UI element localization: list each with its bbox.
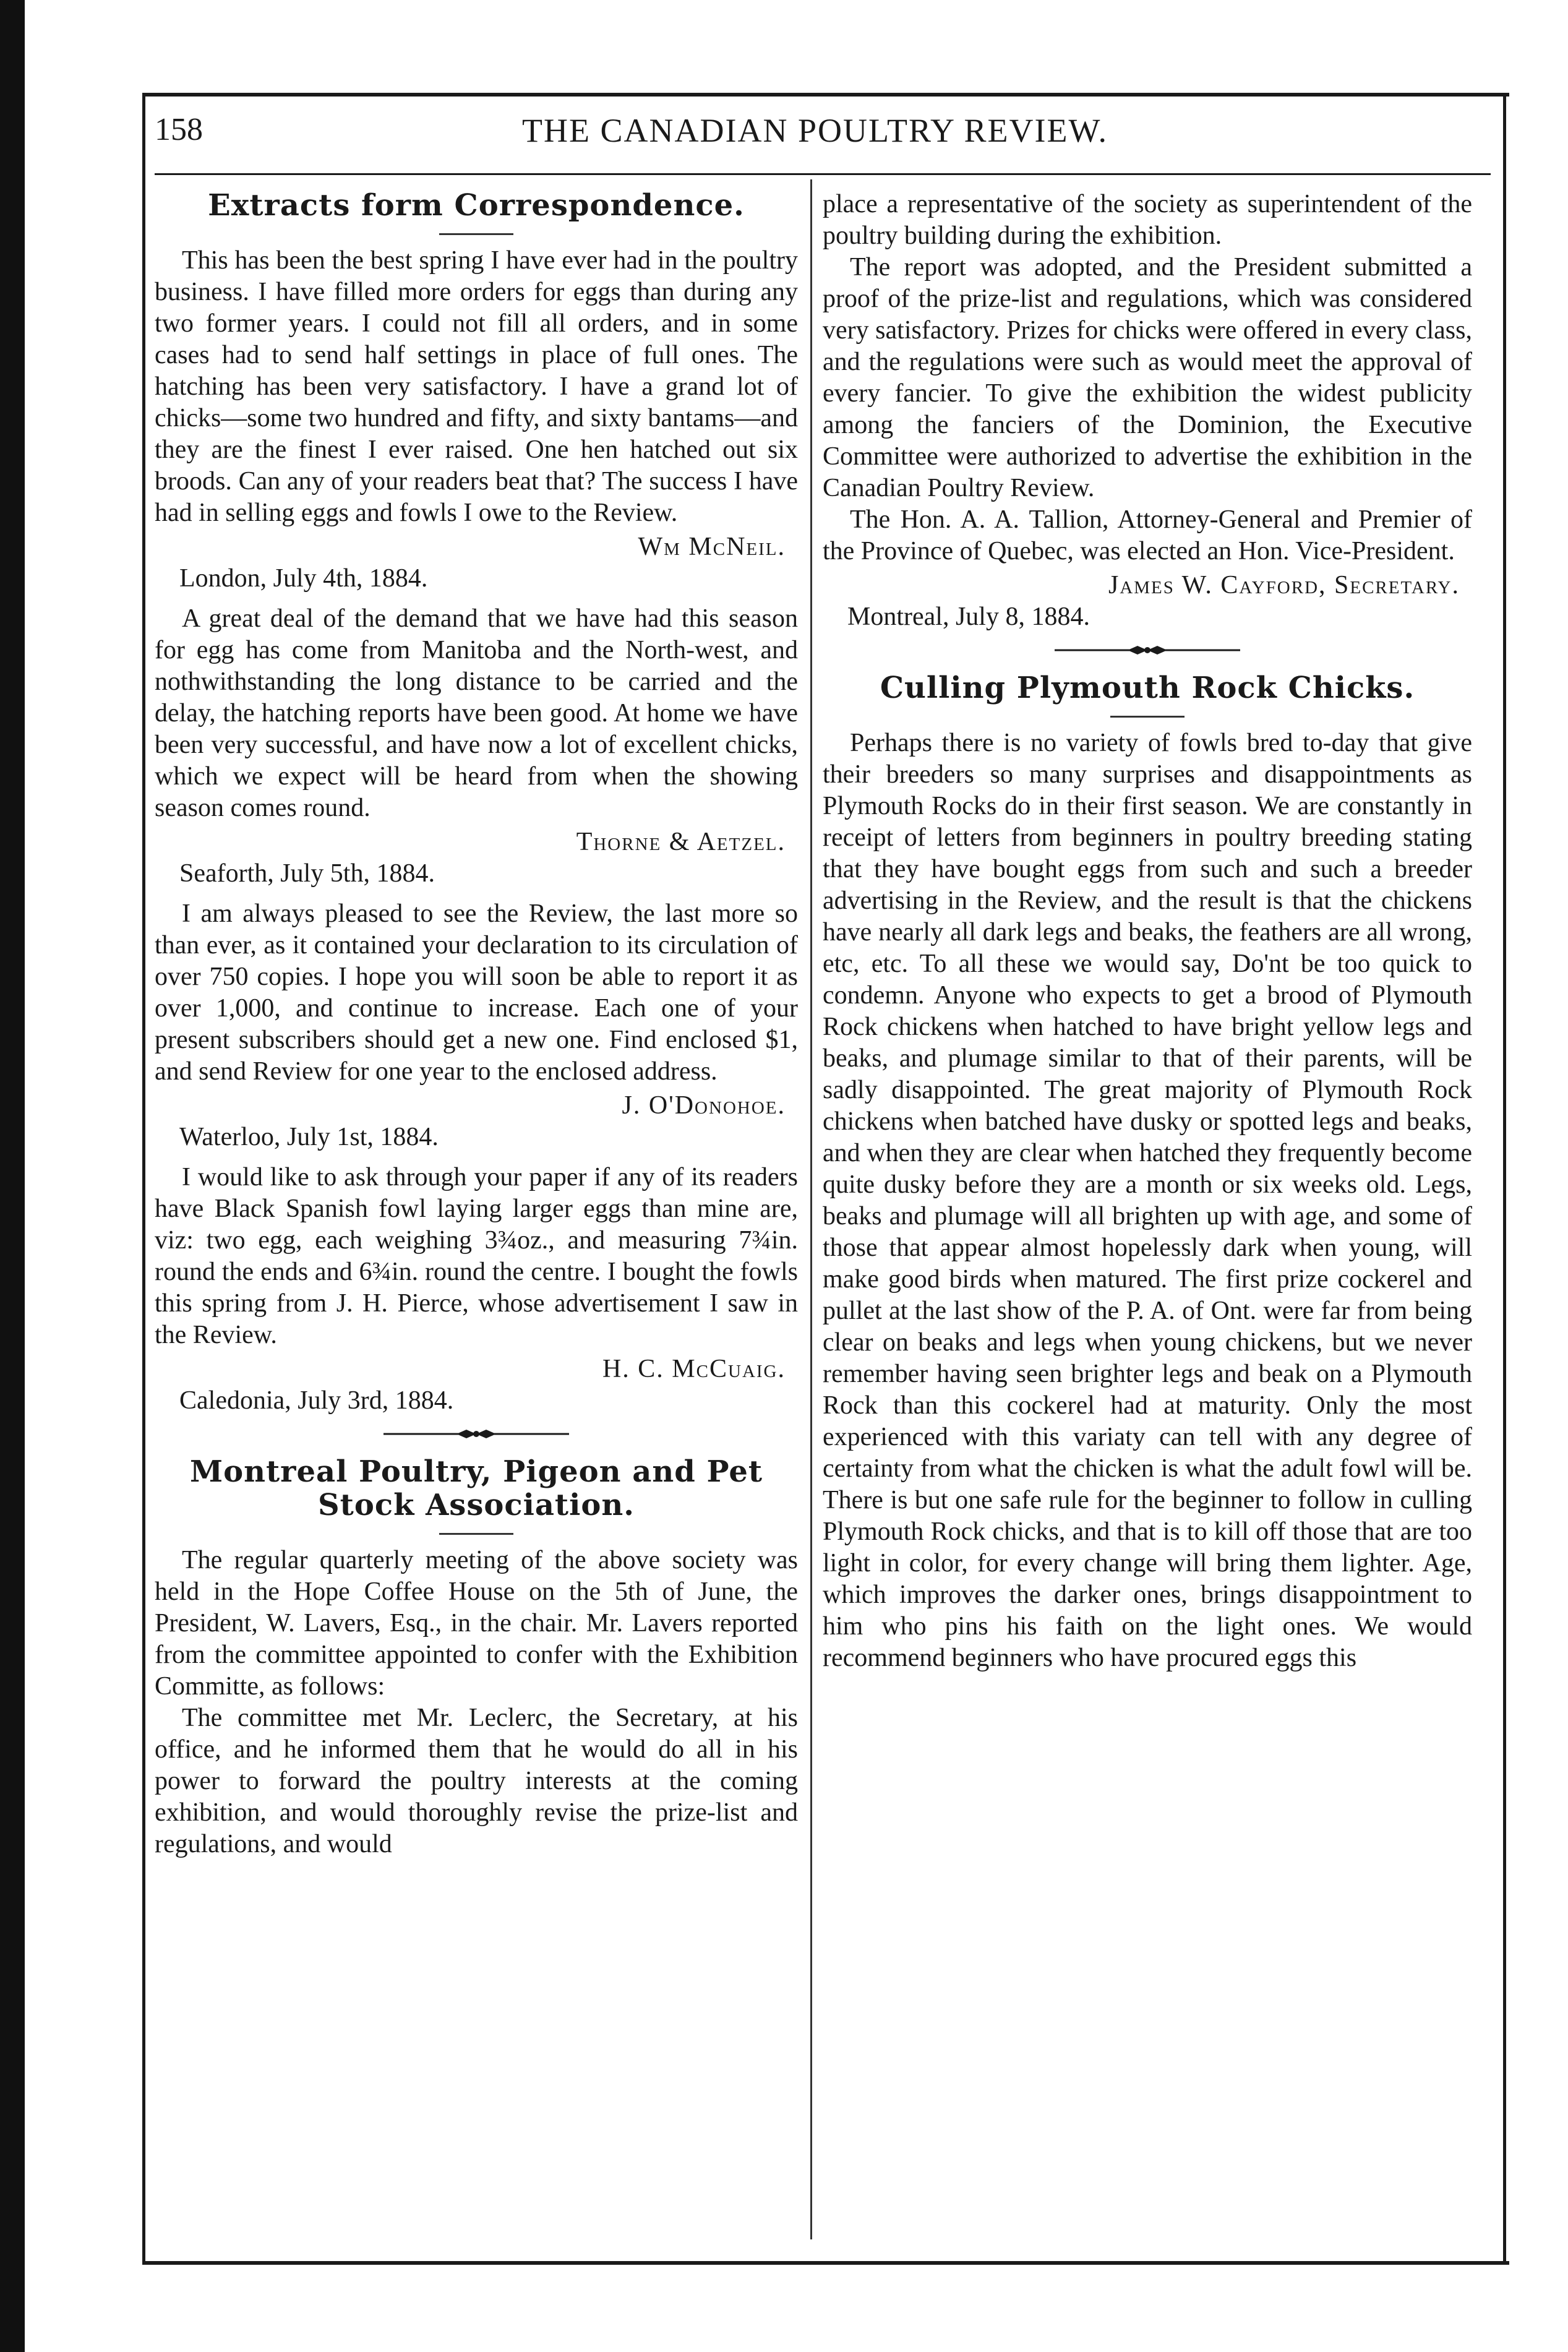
left-column	[155, 189, 798, 1860]
association-report-para: The report was adopted, and the President submitted a proof of the prize-list and regulations, which was considered very satisfactory. Prizes for chicks were offered in every class, and the regulations were such as would meet the approval of every fancier. To give the exhibition the widest publicity among the fanciers of the Dominion, the Executive Committee were authorized to advertise the exhibition in the Canadian Poultry Review.	[823, 253, 1472, 502]
column-divider	[810, 179, 812, 2239]
signature-mccuaig: H. C. McCuaig.	[602, 1355, 786, 1383]
letter-odonohoe-text: I am always pleased to see the Review, the last more so than ever, as it contained your declaration to its circulation of over 750 copies. I hope you will soon be able to report it as over 1,000, and continue to increase. Each one of your present subscribers should get a new one. Find enclosed $1, and send Review for one year to the enclosed address.	[155, 899, 798, 1086]
left-frame-rule	[142, 93, 145, 2264]
ornament-rule-icon	[1055, 644, 1240, 656]
title-rule	[439, 1533, 513, 1535]
section-title-plymouth-rock: Culling Plymouth Rock Chicks.	[880, 671, 1415, 705]
title-rule	[439, 233, 513, 235]
section-title-montreal-association: Montreal Poultry, Pigeon and Pet Stock Association.	[189, 1454, 763, 1522]
section-ornament	[155, 1428, 798, 1440]
section-ornament	[823, 644, 1472, 656]
section-title-correspondence: Extracts form Correspondence.	[208, 188, 745, 223]
page-binding-edge	[0, 0, 25, 2352]
page-number: 158	[155, 112, 203, 147]
place-date-london: London, July 4th, 1884.	[179, 564, 428, 593]
association-para-1: The regular quarterly meeting of the above society was held in the Hope Coffee House on the 5th of June, the President, W. Lavers, Esq., in the chair. Mr. Lavers reported from the committee appointed to confer with the Exhibition Committe, as follows:	[155, 1546, 798, 1701]
letter-mcneil-text: This has been the best spring I have ever had in the poultry business. I have filled more orders for eggs than during any two former years. I could not fill all orders, and in some cases had to send half settings in place of full ones. The hatching has been very satisfactory. I have a grand lot of chicks—some two hundred and fifty, and sixty bantams—and they are the finest I ever raised. One hen hatched out six broods. Can any of your readers beat that? The success I have had in selling eggs and fowls I owe to the Review.	[155, 246, 798, 527]
header-underline	[155, 173, 1491, 175]
title-rule	[1110, 716, 1185, 718]
plymouth-rock-para: Perhaps there is no variety of fowls bred to-day that give their breeders so many surprises and disappointments as Plymouth Rocks do in their first season. We are constantly in receipt of letters from beginners in poultry breeding stating that they have bought eggs from such and such a breeder advertising in the Review, and the result is that the chickens have nearly all dark legs and beaks, the feathers are all wrong, etc, etc. To all these we would say, Do'nt be too quick to condemn. Anyone who expects to get a brood of Plymouth Rock chickens when hatched to have bright yellow legs and beaks, and plumage similar to that of their parents, will be sadly disappointed. The great majority of Plymouth Rock chickens when batched have dusky or spotted legs and beaks, and when they are clear when hatched they frequently become quite dusky before they are a month or six weeks old. Legs, beaks and plumage will all brighten up with age, and some of those that appear almost hopelessly dark when young, will make good birds when matured. The first prize cockerel and pullet at the last show of the P. A. of Ont. were far from being clear on beaks and legs when young chickens, but we never remember having seen brighter legs and beak on a Plymouth Rock than this cockerel had at maturity. Only the most experienced with this variaty can tell with any degree of certainty from what the chicken is what the adult fowl will be. There is but one safe rule for the beginner to follow in culling Plymouth Rock chicks, and that is to kill off those that are too light in color, for every change will bring them lighter. Age, which improves the darker ones, brings disappointment to him who pins his faith on the light ones. We would recommend beginners who have procured eggs this	[823, 729, 1472, 1672]
page-header	[155, 111, 1475, 167]
letter-thorne-text: A great deal of the demand that we have had this season for egg has come from Manitoba and the North-west, and nothwithstanding the long distance to be carried and the delay, the hatching reports have been good. At home we have been very successful, and have now a lot of excellent chicks, which we expect will be heard from when the showing season comes round.	[155, 604, 798, 822]
place-date-montreal: Montreal, July 8, 1884.	[847, 603, 1090, 631]
association-continuation: place a representative of the society as superintendent of the poultry building during the exhibition.	[823, 190, 1472, 250]
right-column	[823, 189, 1472, 1674]
place-date-waterloo: Waterloo, July 1st, 1884.	[179, 1123, 439, 1151]
letter-mccuaig-text: I would like to ask through your paper if any of its readers have Black Spanish fowl laying larger eggs than mine are, viz: two egg, each weighing 3¾oz., and measuring 7¾in. round the ends and 6¾in. round the centre. I bought the fowls this spring from J. H. Pierce, whose advertisement I saw in the Review.	[155, 1163, 798, 1349]
top-rule	[142, 93, 1509, 97]
signature-thorne: Thorne & Aetzel.	[576, 828, 786, 856]
signature-cayford: James W. Cayford, Secretary.	[1108, 571, 1460, 599]
place-date-caledonia: Caledonia, July 3rd, 1884.	[179, 1386, 454, 1415]
association-para-2: The committee met Mr. Leclerc, the Secretary, at his office, and he informed them that he would do all in his power to forward the poultry interests at the coming exhibition, and would thoroughly revise the prize-list and regulations, and would	[155, 1704, 798, 1858]
running-title: THE CANADIAN POULTRY REVIEW.	[522, 112, 1108, 149]
bottom-rule	[142, 2261, 1509, 2265]
right-frame-rule	[1503, 93, 1506, 2264]
signature-mcneil: Wm McNeil.	[638, 533, 786, 561]
signature-odonohoe: J. O'Donohoe.	[622, 1091, 786, 1120]
place-date-seaforth: Seaforth, July 5th, 1884.	[179, 859, 435, 888]
association-tallion-para: The Hon. A. A. Tallion, Attorney-General and Premier of the Province of Quebec, was elected an Hon. Vice-President.	[823, 505, 1472, 565]
ornament-rule-icon	[383, 1428, 569, 1440]
